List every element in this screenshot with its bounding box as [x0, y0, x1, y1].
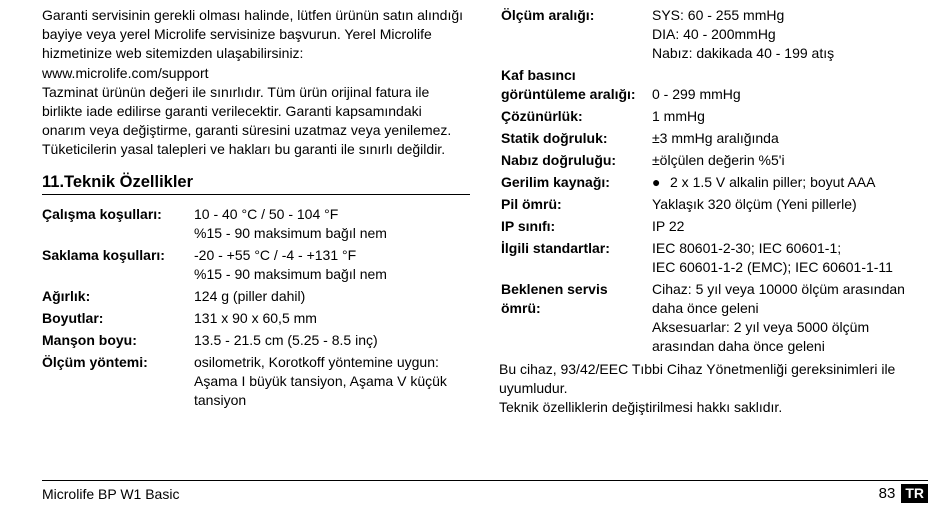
page-number: 83 [878, 484, 896, 502]
value-line: 1 mmHg [652, 108, 705, 124]
value-line: 13.5 - 21.5 cm (5.25 - 8.5 inç) [194, 331, 378, 348]
text-line: onarım veya değiştirme, garanti süresini uzatmaz veya yenilemez. [42, 122, 452, 139]
warranty-text [42, 6, 470, 160]
spec-value [194, 309, 470, 328]
value-line: -20 - +55 °C / -4 - +131 °F [194, 246, 357, 263]
value-line: IEC 80601-2-30; IEC 60601-1; [652, 240, 842, 256]
spec-label [501, 129, 652, 148]
value-line: IEC 60601-1-2 (EMC); IEC 60601-1-11 [652, 259, 893, 275]
spec-label: Manşon boyu: [42, 331, 137, 348]
spec-row-static-accuracy [501, 129, 921, 148]
spec-table-right [501, 6, 921, 356]
value-line: Nabız: dakikada 40 - 199 atış [652, 45, 835, 61]
spec-value [652, 6, 921, 63]
language-badge: TR [901, 484, 928, 503]
label-line: Ölçüm aralığı: [501, 7, 595, 23]
spec-label: Ağırlık: [42, 287, 91, 304]
bullet-icon: ● [652, 174, 661, 190]
spec-label [501, 6, 652, 63]
spec-row-standards [501, 239, 921, 277]
spec-label [501, 217, 652, 236]
label-line: İlgili standartlar: [501, 240, 610, 256]
value-line: 2 x 1.5 V alkalin piller; boyut AAA [670, 174, 876, 190]
spec-label [501, 195, 652, 214]
spec-label [501, 66, 652, 104]
value-line: Cihaz: 5 yıl veya 10000 ölçüm arasından [652, 281, 905, 297]
text-line: uyumludur. [499, 380, 568, 397]
right-column [501, 6, 921, 418]
spec-label [501, 280, 652, 356]
value-line: 131 x 90 x 60,5 mm [194, 309, 317, 326]
section-heading: 11.Teknik Özellikler [42, 172, 470, 195]
value-line: SYS: 60 - 255 mmHg [652, 7, 785, 23]
spec-value [652, 151, 921, 170]
spec-value [194, 287, 470, 306]
label-line: Statik doğruluk: [501, 130, 608, 146]
spec-value [652, 239, 921, 277]
spec-value [652, 173, 921, 192]
spec-label [501, 107, 652, 126]
spec-row-service-life [501, 280, 921, 356]
left-column [42, 6, 470, 413]
spec-row-dimensions [42, 309, 470, 328]
value-line: Aksesuarlar: 2 yıl veya 5000 ölçüm [652, 319, 870, 335]
text-line: Teknik özelliklerin değiştirilmesi hakkı saklıdır. [499, 399, 783, 416]
label-line: Gerilim kaynağı: [501, 174, 610, 190]
spec-value [652, 217, 921, 236]
spec-label: Boyutlar: [42, 309, 104, 326]
spec-value [194, 353, 470, 410]
value-line: ±3 mmHg aralığında [652, 130, 779, 146]
value-line: tansiyon [194, 391, 247, 408]
spec-row-cuff-size [42, 331, 470, 350]
spec-value [652, 129, 921, 148]
value-line: 10 - 40 °C / 50 - 104 °F [194, 205, 339, 222]
spec-row-ip-class [501, 217, 921, 236]
value-line: IP 22 [652, 218, 685, 234]
spec-label: Çalışma koşulları: [42, 205, 162, 222]
spec-row-cuff-pressure-range [501, 66, 921, 104]
spec-row-storage [42, 246, 470, 284]
spec-row-power-source [501, 173, 921, 192]
spec-label [501, 173, 652, 192]
spec-label: Saklama koşulları: [42, 246, 165, 263]
value-line: 0 - 299 mmHg [652, 86, 741, 102]
value-line: Aşama I büyük tansiyon, Aşama V küçük [194, 372, 447, 389]
text-line: Tüketicilerin yasal talepleri ve hakları bu garanti ile sınırlı değildir. [42, 141, 446, 158]
spec-value [652, 66, 921, 104]
label-line: görüntüleme aralığı: [501, 86, 636, 102]
spec-label: Ölçüm yöntemi: [42, 353, 148, 370]
text-line: Tazminat ürünün değeri ile sınırlıdır. Tüm ürün orijinal fatura ile [42, 83, 430, 100]
text-line: hizmetinize web sitemizden ulaşabilirsiniz: [42, 45, 304, 62]
footer-right [879, 484, 928, 503]
support-link[interactable]: www.microlife.com/support [42, 64, 209, 81]
value-line: ±ölçülen değerin %5'i [652, 152, 785, 168]
value-line: arasından daha önce geleni [652, 338, 825, 354]
label-line: Beklenen servis [501, 281, 608, 297]
text-line: bayiye veya yerel Microlife servisinize başvurun. Yerel Microlife [42, 26, 432, 43]
product-name: Microlife BP W1 Basic [42, 486, 180, 502]
value-line: 124 g (piller dahil) [194, 287, 306, 304]
spec-row-operating [42, 205, 470, 243]
text-line: birlikte iade edilirse garanti verilecektir. Garanti kapsamındaki [42, 103, 422, 120]
page-footer [42, 480, 928, 507]
label-line: Nabız doğruluğu: [501, 152, 617, 168]
compliance-text [501, 360, 921, 418]
label-line: Kaf basıncı [501, 67, 576, 83]
label-line: Pil ömrü: [501, 196, 562, 212]
spec-value [652, 280, 921, 356]
value-line: osilometrik, Korotkoff yöntemine uygun: [194, 353, 439, 370]
spec-row-measurement-range [501, 6, 921, 63]
label-line: IP sınıfı: [501, 218, 556, 234]
label-line: Çözünürlük: [501, 108, 583, 124]
spec-row-pulse-accuracy [501, 151, 921, 170]
spec-row-method [42, 353, 470, 410]
label-line: ömrü: [501, 300, 541, 316]
value-line: %15 - 90 maksimum bağıl nem [194, 265, 387, 282]
spec-value [194, 331, 470, 350]
spec-row-battery-life [501, 195, 921, 214]
spec-value [194, 246, 470, 284]
spec-label [501, 239, 652, 277]
spec-row-resolution [501, 107, 921, 126]
spec-value [652, 107, 921, 126]
spec-table-left [42, 205, 470, 410]
value-line: %15 - 90 maksimum bağıl nem [194, 224, 387, 241]
spec-value [652, 195, 921, 214]
value-line [652, 66, 921, 85]
spec-label [501, 151, 652, 170]
spec-value [194, 205, 470, 243]
value-line: DIA: 40 - 200mmHg [652, 26, 776, 42]
text-line: Garanti servisinin gerekli olması halinde, lütfen ürünün satın alındığı [42, 7, 464, 23]
spec-row-weight [42, 287, 470, 306]
value-line: Yaklaşık 320 ölçüm (Yeni pillerle) [652, 196, 857, 212]
value-line: daha önce geleni [652, 300, 759, 316]
text-line: Bu cihaz, 93/42/EEC Tıbbi Cihaz Yönetmenliği gereksinimleri ile [499, 361, 896, 377]
